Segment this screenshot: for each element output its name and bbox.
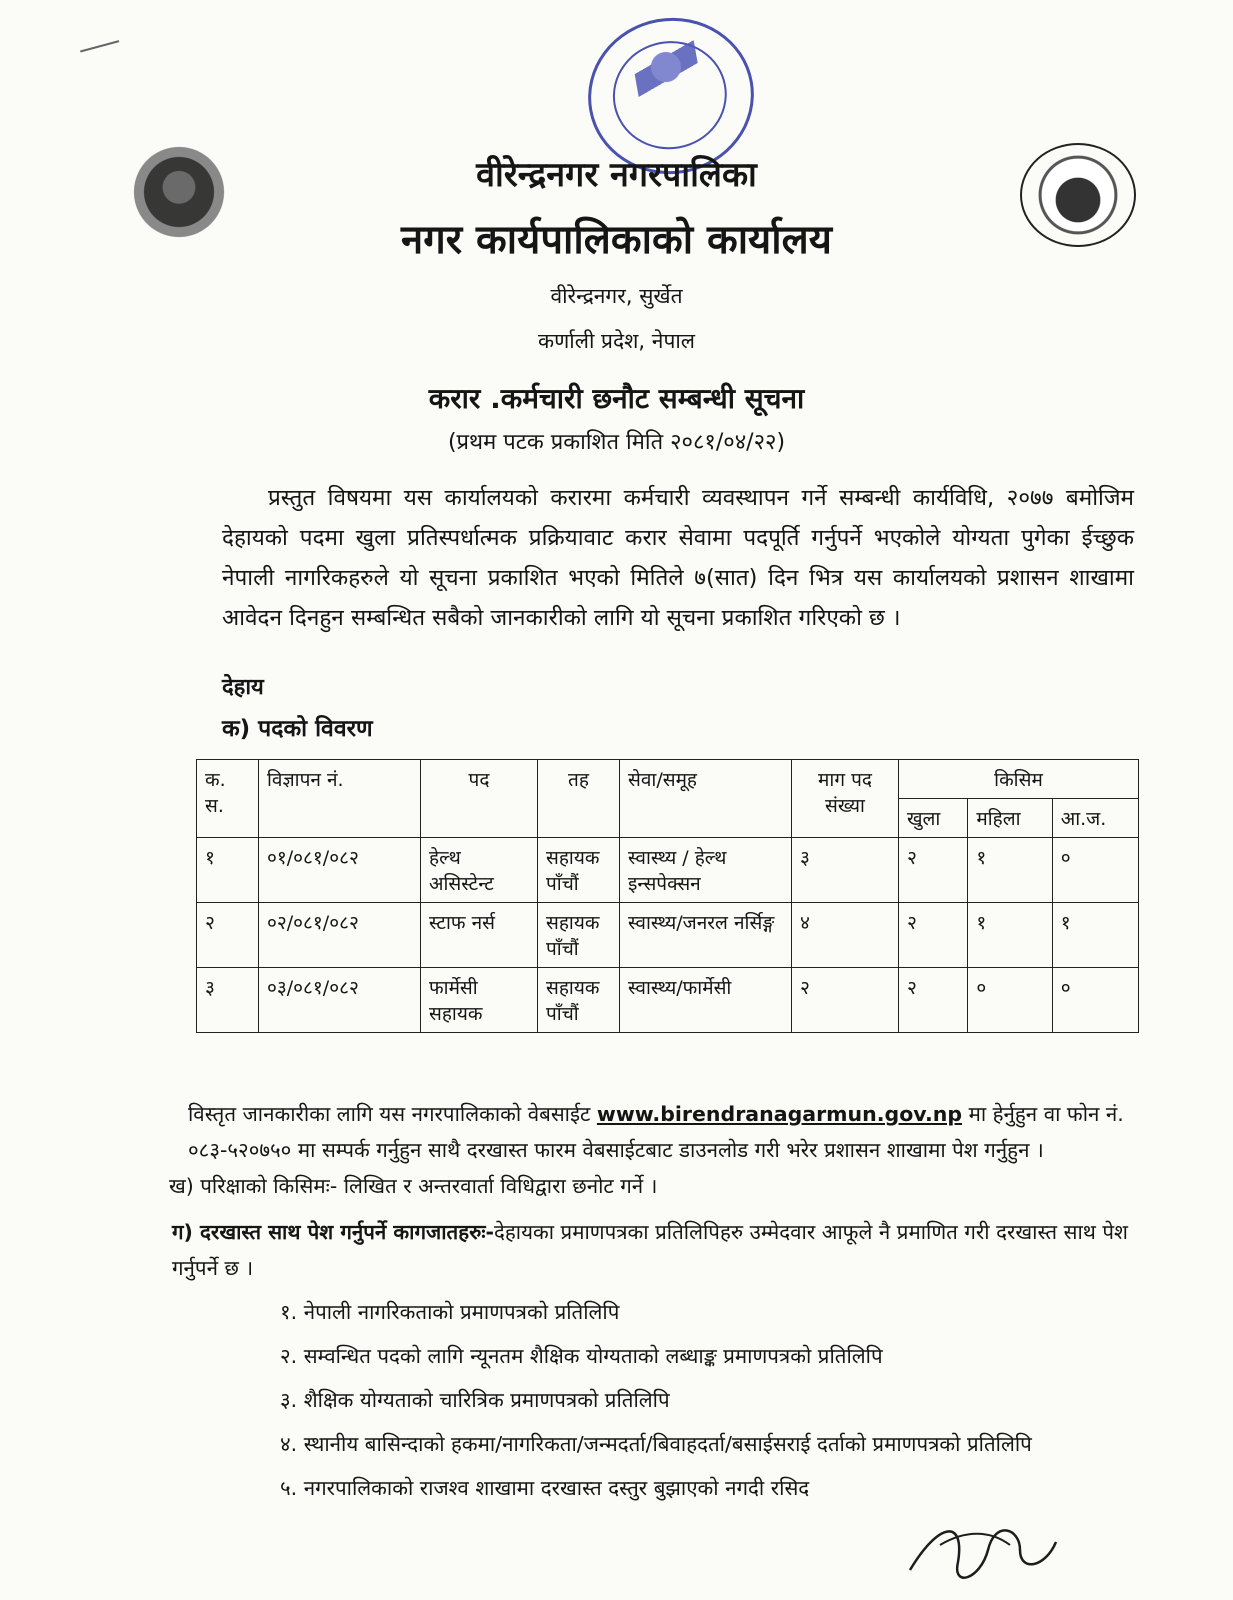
cell-demand: २ xyxy=(792,968,899,1033)
documents-intro: देहायका प्रमाणपत्रका प्रतिलिपिहरु उम्मेदवार आफूले नै प्रमाणित गरी दरखास्त साथ पेश गर्नुपर्ने छ । xyxy=(172,1220,1128,1280)
header-level: तह xyxy=(538,760,620,838)
header-post: पद xyxy=(421,760,538,838)
cell-female: १ xyxy=(968,903,1052,968)
cell-open: २ xyxy=(899,968,968,1033)
cell-service: स्वास्थ्य / हेल्थ इन्सपेक्सन xyxy=(620,838,792,903)
documents-section xyxy=(172,1214,1132,1286)
map-emblem-icon xyxy=(631,40,703,104)
table-row xyxy=(197,968,1139,1033)
header-female: महिला xyxy=(968,799,1052,838)
header-category: किसिम xyxy=(899,760,1139,799)
table-row xyxy=(197,838,1139,903)
header-aaja: आ.ज. xyxy=(1052,799,1138,838)
cell-post: हेल्थ असिस्टेन्ट xyxy=(421,838,538,903)
posts-table xyxy=(196,759,1139,1033)
cell-service: स्वास्थ्य/फार्मेसी xyxy=(620,968,792,1033)
header-open: खुला xyxy=(899,799,968,838)
header-service: सेवा/समूह xyxy=(620,760,792,838)
pen-mark xyxy=(80,40,124,70)
signature-mark xyxy=(870,1510,1090,1590)
cell-female: ० xyxy=(968,968,1052,1033)
cell-sn: १ xyxy=(197,838,259,903)
address-province: कर्णाली प्रदेश, नेपाल xyxy=(537,329,696,353)
header-adv-no: विज्ञापन नं. xyxy=(259,760,421,838)
cell-service: स्वास्थ्य/जनरल नर्सिङ्ग xyxy=(620,903,792,968)
contact-info-pre: विस्तृत जानकारीका लागि यस नगरपालिकाको वेबसाईट xyxy=(188,1102,591,1126)
contact-info-post: मा हेर्नुहुन वा फोन नं. ०८३-५२०७५० मा सम्पर्क गर्नुहुन साथै दरखास्त फारम वेबसाईटबाट डाउनलोड गरी भरेर प्रशासन शाखामा पेश गर्नुहुन । xyxy=(188,1102,1124,1162)
cell-demand: ४ xyxy=(792,903,899,968)
list-item: १. नेपाली नागरिकताको प्रमाणपत्रको प्रतिलिपि xyxy=(280,1300,620,1324)
section-post-details: क) पदको विवरण xyxy=(222,716,373,742)
cell-sn: ३ xyxy=(197,968,259,1033)
cell-level: सहायक पाँचौं xyxy=(538,838,620,903)
contact-info xyxy=(188,1096,1138,1168)
list-item: २. सम्वन्धित पदको लागि न्यूनतम शैक्षिक योग्यताको लब्धाङ्क प्रमाणपत्रको प्रतिलिपि xyxy=(280,1344,883,1368)
cell-level: सहायक पाँचौं xyxy=(538,903,620,968)
notice-title: करार .कर्मचारी छनौट सम्बन्धी सूचना xyxy=(428,382,805,415)
header-sn: क. स. xyxy=(197,760,259,838)
dehay-label: देहाय xyxy=(222,675,264,700)
cell-level: सहायक पाँचौं xyxy=(538,968,620,1033)
list-item: ५. नगरपालिकाको राजश्व शाखामा दरखास्त दस्तुर बुझाएको नगदी रसिद xyxy=(280,1476,810,1500)
cell-aaja: १ xyxy=(1052,903,1138,968)
cell-aaja: ० xyxy=(1052,838,1138,903)
cell-adv-no: ०२/०८१/०८२ xyxy=(259,903,421,968)
exam-type: ख) परिक्षाको किसिमः- लिखित र अन्तरवार्ता विधिद्वारा छनोट गर्ने । xyxy=(169,1174,658,1198)
documents-label: ग) दरखास्त साथ पेश गर्नुपर्ने कागजातहरुः- xyxy=(172,1220,494,1244)
cell-demand: ३ xyxy=(792,838,899,903)
cell-adv-no: ०१/०८१/०८२ xyxy=(259,838,421,903)
office-name: नगर कार्यपालिकाको कार्यालय xyxy=(401,217,832,263)
cell-open: २ xyxy=(899,903,968,968)
list-item: ३. शैक्षिक योग्यताको चारित्रिक प्रमाणपत्रको प्रतिलिपि xyxy=(280,1388,670,1412)
municipality-name: वीरेन्द्रनगर नगरपालिका xyxy=(476,155,757,195)
cell-open: २ xyxy=(899,838,968,903)
documents-list xyxy=(280,1292,1130,1512)
notice-body: प्रस्तुत विषयमा यस कार्यालयको करारमा कर्मचारी व्यवस्थापन गर्ने सम्बन्धी कार्यविधि, २०७७ बमोजिम देहायको पदमा खुला प्रतिस्पर्धात्मक प्रक्रियावाट करार सेवामा पदपूर्ति गर्नुपर्ने भएकोले योग्यता पुगेका ईच्छुक नेपाली नागरिकहरुले यो सूचना प्रकाशित भएको मितिले ७(सात) दिन भित्र यस कार्यालयको प्रशासन शाखामा आवेदन दिनहुन सम्बन्धित सबैको जानकारीको लागि यो सूचना प्रकाशित गरिएको छ । xyxy=(222,485,1134,631)
cell-sn: २ xyxy=(197,903,259,968)
cell-female: १ xyxy=(968,838,1052,903)
address-city: वीरेन्द्रनगर, सुर्खेत xyxy=(550,284,683,308)
notice-publish-date: (प्रथम पटक प्रकाशित मिति २०८१/०४/२२) xyxy=(447,430,786,455)
cell-aaja: ० xyxy=(1052,968,1138,1033)
cell-post: फार्मेसी सहायक xyxy=(421,968,538,1033)
list-item: ४. स्थानीय बासिन्दाको हकमा/नागरिकता/जन्मदर्ता/बिवाहदर्ता/बसाईसराई दर्ताको प्रमाणपत्रको प्रतिलिपि xyxy=(280,1432,1032,1456)
table-row xyxy=(197,903,1139,968)
header-demand: माग पद संख्या xyxy=(792,760,899,838)
cell-post: स्टाफ नर्स xyxy=(421,903,538,968)
cell-adv-no: ०३/०८१/०८२ xyxy=(259,968,421,1033)
website-link[interactable]: www.birendranagarmun.gov.np xyxy=(596,1102,963,1126)
